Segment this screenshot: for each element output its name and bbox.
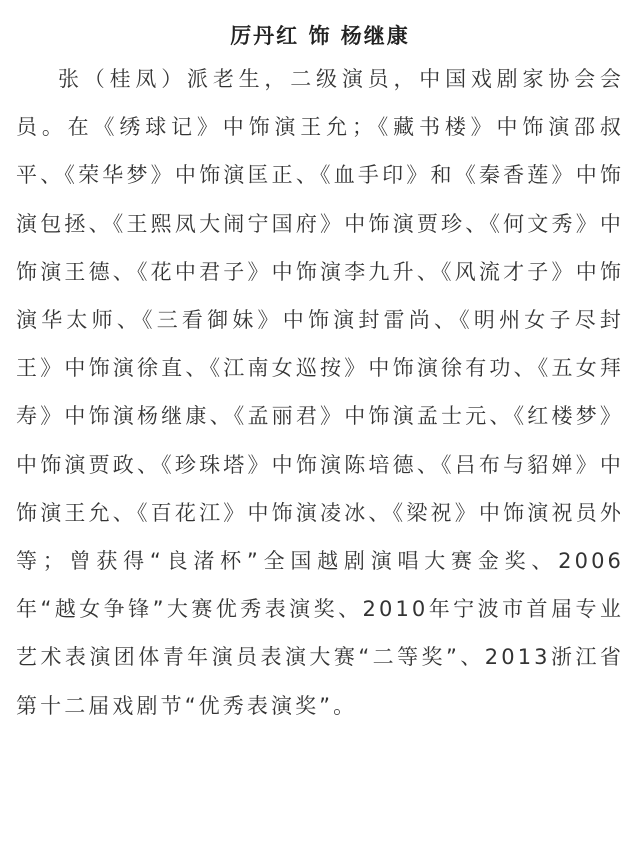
article-title: 厉丹红 饰 杨继康 <box>230 24 410 48</box>
article-body: 张（桂凤）派老生，二级演员，中国戏剧家协会会员。在《绣球记》中饰演王允；《藏书楼》中饰演邵叔平、《荣华梦》中饰演匡正、《血手印》和《秦香莲》中饰演包拯、《王熙凤大闹宁国府》中饰演贾珍、《何文秀》中饰演王德、《花中君子》中饰演李九升、《风流才子》中饰演华太师、《三看御妹》中饰演封雷尚、《明州女子尽封王》中饰演徐直、《江南女巡按》中饰演徐有功、《五女拜寿》中饰演杨继康、《孟丽君》中饰演孟士元、《红楼梦》中饰演贾政、《珍珠塔》中饰演陈培德、《吕布与貂婵》中饰演王允、《百花江》中饰演凌冰、《梁祝》中饰演祝员外等；曾获得“良渚杯”全国越剧演唱大赛金奖、2006年“越女争锋”大赛优秀表演奖、2010年宁波市首届专业艺术表演团体青年演员表演大赛“二等奖”、2013浙江省第十二届戏剧节“优秀表演奖”。 <box>16 67 624 718</box>
article <box>16 18 624 730</box>
